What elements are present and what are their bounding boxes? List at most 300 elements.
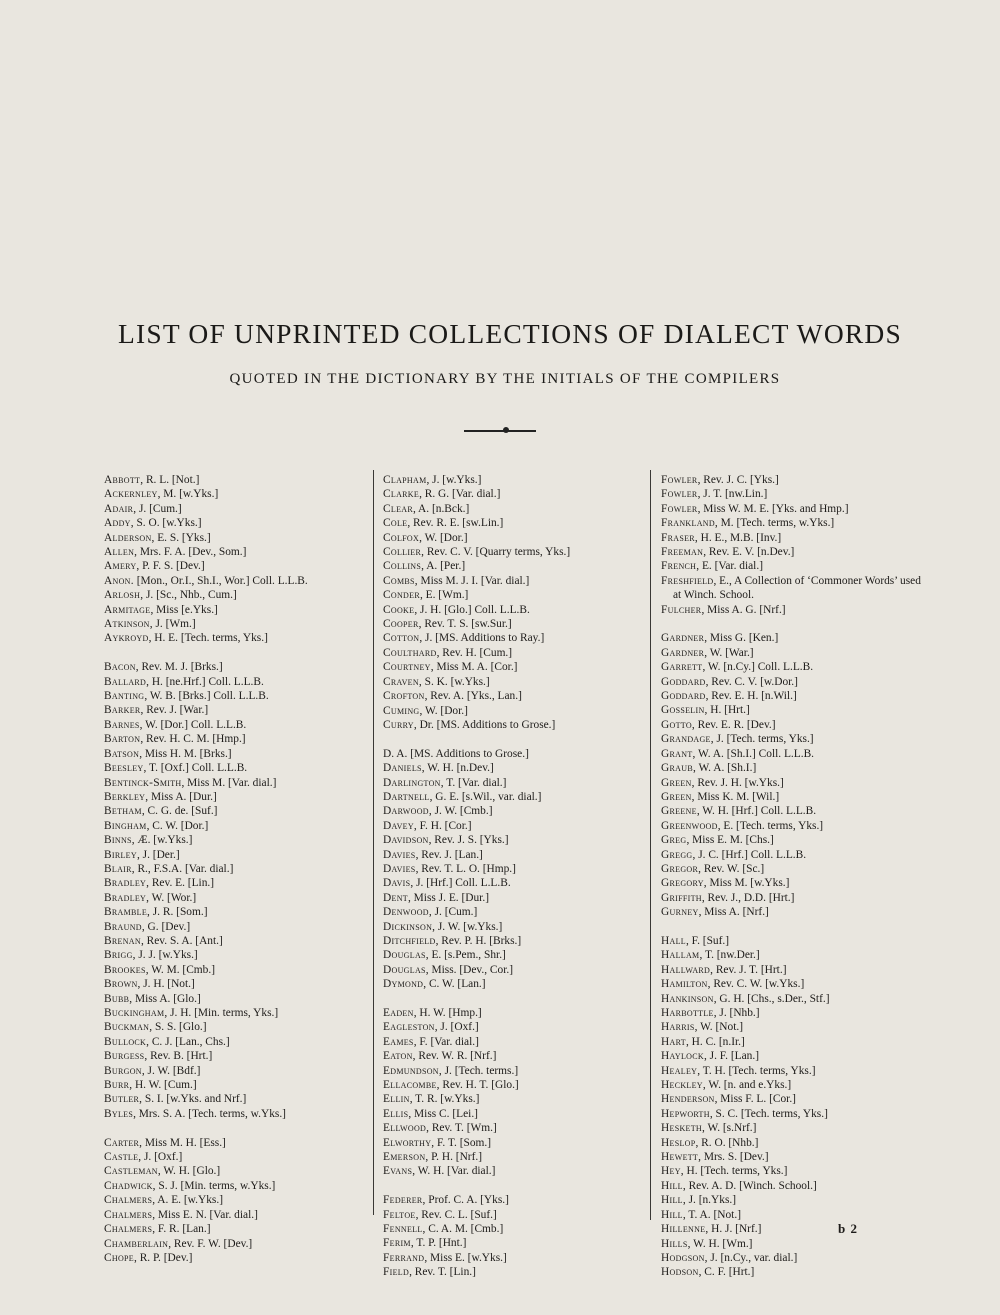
entry-detail: , C. W. [Dor.] xyxy=(146,819,209,832)
entry-detail: , H. E. [Tech. terms, Yks.] xyxy=(148,632,268,645)
entry-detail: , M. [w.Yks.] xyxy=(157,488,219,501)
list-entry xyxy=(661,977,923,991)
entry-detail: , J. [n.Yks.] xyxy=(682,1194,737,1207)
entry-name: Carter xyxy=(104,1136,140,1149)
list-entry xyxy=(661,1049,923,1063)
entry-name: Evans xyxy=(383,1165,413,1178)
entry-name: Dent xyxy=(383,891,408,904)
list-entry xyxy=(383,631,645,645)
entry-name: Birley xyxy=(104,848,137,861)
entry-detail: , Miss W. M. E. [Yks. and Hmp.] xyxy=(697,502,849,515)
list-entry xyxy=(383,1150,645,1164)
list-entry xyxy=(661,1208,923,1222)
entry-name: Buckman xyxy=(104,1021,150,1034)
entry-detail: , H. W. [Cum.] xyxy=(129,1079,197,1092)
entry-detail: , S. O. [w.Yks.] xyxy=(130,517,202,530)
entry-name: Douglas xyxy=(383,963,426,976)
entry-detail: , W. H. [Var. dial.] xyxy=(412,1165,496,1178)
entry-detail: , W. A. [Sh.I.] Coll. L.L.B. xyxy=(692,747,815,760)
entry-name: Harbottle xyxy=(661,1007,714,1019)
list-entry xyxy=(383,545,645,559)
entry-name: Cooper xyxy=(383,618,419,631)
entry-name: Bentinck-Smith xyxy=(104,776,182,789)
column-divider-left xyxy=(373,470,374,1215)
list-entry xyxy=(383,891,645,905)
entry-name: Allen xyxy=(104,546,135,559)
entry-detail: , Miss E. N. [Var. dial.] xyxy=(152,1208,258,1221)
list-entry xyxy=(661,1150,923,1164)
entry-name: Hesketh xyxy=(661,1122,702,1135)
entry-name: Craven xyxy=(383,675,419,688)
entry-name: Frankland xyxy=(661,517,715,530)
list-entry xyxy=(383,804,645,818)
entry-name: Barton xyxy=(104,733,141,746)
entry-detail: , C. G. de. [Suf.] xyxy=(141,805,218,818)
entry-detail: , Rev. R. E. [sw.Lin.] xyxy=(407,517,504,530)
entry-detail: , Miss E. M. [Chs.] xyxy=(686,834,774,847)
list-entry xyxy=(104,790,366,804)
list-entry xyxy=(661,790,923,804)
entry-name: Curry xyxy=(383,718,414,731)
entry-detail: , A. E. [w.Yks.] xyxy=(152,1194,223,1207)
entry-name: Chope xyxy=(104,1251,134,1264)
entry-detail: , J. [n.Cy., var. dial.] xyxy=(704,1251,798,1264)
entry-detail: , G. H. [Chs., s.Der., Stf.] xyxy=(713,992,830,1005)
list-entry xyxy=(661,545,923,559)
section-gap xyxy=(383,992,645,1006)
list-entry xyxy=(661,703,923,717)
entry-name: Clear xyxy=(383,502,413,515)
entry-detail: , Rev. J. [Lan.] xyxy=(415,848,483,861)
entry-detail: , Rev. W. R. [Nrf.] xyxy=(412,1050,497,1063)
entry-name: Fowler xyxy=(661,474,698,486)
entry-detail: , J. W. [w.Yks.] xyxy=(432,920,503,933)
entry-name: Hill xyxy=(661,1179,683,1192)
entry-name: Gregory xyxy=(661,877,704,890)
entry-detail: , J. H. [Glo.] Coll. L.L.B. xyxy=(414,603,530,616)
entry-detail: , T. [Oxf.] Coll. L.L.B. xyxy=(143,762,248,775)
entry-name: Gosselin xyxy=(661,704,705,717)
list-entry xyxy=(661,862,923,876)
entry-detail: , S. C. [Tech. terms, Yks.] xyxy=(709,1107,828,1120)
entry-detail: , T. [nw.Der.] xyxy=(699,949,760,962)
entry-name: Binns xyxy=(104,834,132,847)
entry-detail: , Miss M. [w.Yks.] xyxy=(703,877,790,890)
list-entry xyxy=(383,1222,645,1236)
entry-name: Douglas xyxy=(383,949,426,962)
list-entry xyxy=(104,747,366,761)
entry-name: Darwood xyxy=(383,805,429,818)
entry-name: Green xyxy=(661,790,692,803)
page-subtitle: QUOTED IN THE DICTIONARY BY THE INITIALS OF THE COMPILERS xyxy=(229,371,781,387)
entry-name: Arlosh xyxy=(104,589,141,602)
list-entry xyxy=(383,747,645,761)
entry-detail: , C. A. M. [Cmb.] xyxy=(422,1223,504,1236)
entry-detail: , H. [ne.Hrf.] Coll. L.L.B. xyxy=(146,675,264,688)
entry-detail: , Miss M. H. [Ess.] xyxy=(139,1136,226,1149)
entry-name: Ellwood xyxy=(383,1122,427,1135)
entry-name: Chalmers xyxy=(104,1194,153,1207)
list-entry xyxy=(104,588,366,602)
entry-name: Bacon xyxy=(104,661,136,674)
entry-name: Henderson xyxy=(661,1093,715,1106)
entry-detail: , Rev. J. C. [Yks.] xyxy=(697,474,779,486)
entry-name: Batson xyxy=(104,747,140,760)
list-entry xyxy=(661,574,923,603)
entry-detail: , Rev. E. V. [n.Dev.] xyxy=(703,546,795,559)
list-entry xyxy=(104,502,366,516)
entry-name: Gardner xyxy=(661,632,705,645)
entry-name: Greene xyxy=(661,805,697,818)
entry-name: Grant xyxy=(661,747,693,760)
entry-name: Brenan xyxy=(104,934,141,947)
entry-name: Ellin xyxy=(383,1093,410,1106)
entry-detail: , H. J. [Nrf.] xyxy=(705,1223,762,1236)
section-gap xyxy=(104,1121,366,1135)
entry-detail: , F. R. [Lan.] xyxy=(152,1223,211,1236)
list-entry xyxy=(383,848,645,862)
entry-name: Dymond xyxy=(383,978,424,991)
list-entry xyxy=(661,776,923,790)
list-entry xyxy=(661,1107,923,1121)
entry-detail: , Rev. J. H. [w.Yks.] xyxy=(691,776,784,789)
entry-name: Edmundson xyxy=(383,1064,439,1077)
entry-name: Braund xyxy=(104,920,142,933)
entry-detail: , Miss A. [Dur.] xyxy=(145,790,217,803)
entry-detail: , J. H. [Not.] xyxy=(137,978,195,991)
entry-name: Adair xyxy=(104,502,134,515)
list-entry xyxy=(661,905,923,919)
list-entry xyxy=(383,1049,645,1063)
entry-name: Eagleston xyxy=(383,1021,435,1034)
entry-detail: , Rev. E. [Lin.] xyxy=(146,877,215,890)
entry-detail: , W. H. [Glo.] xyxy=(157,1165,221,1178)
entry-detail: , W. M. [Cmb.] xyxy=(145,963,216,976)
entry-detail: , F. [Var. dial.] xyxy=(413,1035,479,1048)
entry-name: Hallam xyxy=(661,949,700,962)
list-entry xyxy=(661,761,923,775)
entry-detail: , R. G. [Var. dial.] xyxy=(419,488,501,501)
entry-name: Alderson xyxy=(104,531,152,544)
entry-detail: , Rev. B. [Hrt.] xyxy=(144,1050,213,1063)
entry-name: Hills xyxy=(661,1237,688,1250)
list-entry xyxy=(661,934,923,948)
list-entry xyxy=(104,761,366,775)
entry-detail: , T. R. [w.Yks.] xyxy=(409,1093,480,1106)
entry-detail: , H. W. [Hmp.] xyxy=(413,1007,482,1019)
entry-name: Burgess xyxy=(104,1050,145,1063)
entry-detail: , Miss C. [Lei.] xyxy=(408,1107,478,1120)
entry-detail: , Mrs. S. A. [Tech. terms, w.Yks.] xyxy=(133,1107,286,1120)
entry-detail: , Dr. [MS. Additions to Grose.] xyxy=(413,718,556,731)
section-gap xyxy=(104,646,366,660)
list-entry xyxy=(104,1251,366,1265)
entry-name: Davies xyxy=(383,848,416,861)
entry-name: Hepworth xyxy=(661,1107,710,1120)
entry-name: Davies xyxy=(383,862,416,875)
entry-detail: , J. [Oxf.] xyxy=(434,1021,479,1034)
entry-name: Buckingham xyxy=(104,1007,165,1020)
list-entry xyxy=(383,531,645,545)
entry-detail: , P. F. S. [Dev.] xyxy=(136,560,205,573)
entry-name: Hall xyxy=(661,934,686,947)
entry-name: Davey xyxy=(383,819,414,832)
entry-name: Courtney xyxy=(383,661,431,674)
entry-detail: , Rev. T. L. O. [Hmp.] xyxy=(415,862,516,875)
entry-detail: , W. [Not.] xyxy=(694,1021,744,1034)
entry-detail: , Mrs. F. A. [Dev., Som.] xyxy=(134,546,247,559)
entry-name: Fennell xyxy=(383,1223,423,1236)
list-entry xyxy=(104,1136,366,1150)
list-entry xyxy=(383,559,645,573)
entry-detail: , Rev. A. [Yks., Lan.] xyxy=(424,690,522,703)
entry-detail: , J. [Cum.] xyxy=(133,502,182,515)
entry-detail: , G. E. [s.Wil., var. dial.] xyxy=(429,790,542,803)
entry-detail: , F. H. [Cor.] xyxy=(413,819,472,832)
entry-detail: , J. R. [Som.] xyxy=(147,906,208,919)
entry-name: Ackernley xyxy=(104,488,158,501)
list-entry xyxy=(661,891,923,905)
section-gap xyxy=(661,617,923,631)
entry-name: Eames xyxy=(383,1035,414,1048)
list-entry xyxy=(104,1020,366,1034)
entry-detail: , E. [s.Pem., Shr.] xyxy=(425,949,506,962)
list-entry xyxy=(104,963,366,977)
entry-detail: , Rev. C. V. [Quarry terms, Yks.] xyxy=(421,546,571,559)
list-entry xyxy=(104,1006,366,1020)
list-entry xyxy=(661,1121,923,1135)
entry-name: Gurney xyxy=(661,906,699,919)
entry-detail: , C. W. [Lan.] xyxy=(423,978,486,991)
list-entry xyxy=(661,1035,923,1049)
list-entry xyxy=(104,1107,366,1121)
entry-detail: , Rev. T. [Lin.] xyxy=(409,1266,476,1279)
column-divider-right xyxy=(650,470,651,1220)
entry-name: Freeman xyxy=(661,546,704,559)
list-entry xyxy=(104,992,366,1006)
list-entry xyxy=(661,1251,923,1265)
entry-name: Ferim xyxy=(383,1237,411,1250)
section-gap xyxy=(661,920,923,934)
entry-name: Betham xyxy=(104,805,142,818)
list-entry xyxy=(383,776,645,790)
entry-name: Fulcher xyxy=(661,603,702,616)
list-entry xyxy=(104,1049,366,1063)
list-entry xyxy=(661,1237,923,1251)
entry-detail: , Rev. P. H. [Brks.] xyxy=(435,934,522,947)
entry-name: Federer xyxy=(383,1194,423,1207)
list-entry xyxy=(104,1078,366,1092)
list-entry xyxy=(104,473,366,487)
entry-detail: , R., F.S.A. [Var. dial.] xyxy=(131,862,234,875)
ornamental-rule xyxy=(464,430,536,432)
entry-detail: , J. [Hrf.] Coll. L.L.B. xyxy=(410,877,511,890)
list-entry xyxy=(661,502,923,516)
list-entry xyxy=(661,660,923,674)
entry-name: Hodgson xyxy=(661,1251,705,1264)
list-entry xyxy=(104,603,366,617)
entry-detail: , W. [Dor.] xyxy=(419,531,468,544)
list-entry xyxy=(104,703,366,717)
list-entry xyxy=(104,1035,366,1049)
list-entry xyxy=(383,819,645,833)
entry-name: Fraser xyxy=(661,531,695,544)
list-entry xyxy=(661,747,923,761)
list-entry xyxy=(661,1006,923,1020)
list-entry xyxy=(661,603,923,617)
entry-detail: , S. S. [Glo.] xyxy=(149,1021,207,1034)
entry-name: Greenwood xyxy=(661,819,718,832)
list-entry xyxy=(383,1193,645,1207)
entry-detail: , J. [Tech. terms, Yks.] xyxy=(710,733,814,746)
list-entry xyxy=(383,1208,645,1222)
entry-name: Clapham xyxy=(383,474,427,486)
list-entry xyxy=(104,905,366,919)
list-entry xyxy=(104,833,366,847)
entry-detail: , H. E., M.B. [Inv.] xyxy=(694,531,782,544)
entry-name: Hewett xyxy=(661,1151,699,1164)
entry-name: Freshfield xyxy=(661,574,714,587)
entry-name: Brown xyxy=(104,978,138,991)
entry-detail: , J. [Sc., Nhb., Cum.] xyxy=(140,589,237,602)
entry-name: Green xyxy=(661,776,692,789)
entry-name: Ballard xyxy=(104,675,147,688)
section-gap xyxy=(383,1179,645,1193)
list-entry xyxy=(383,1064,645,1078)
entry-name: Bubb xyxy=(104,992,130,1005)
list-entry xyxy=(661,804,923,818)
entry-name: Gregor xyxy=(661,862,699,875)
list-entry xyxy=(661,1064,923,1078)
entry-detail: , Æ. [w.Yks.] xyxy=(131,834,193,847)
list-entry xyxy=(383,660,645,674)
list-entry xyxy=(383,588,645,602)
entry-detail: , A. [Per.] xyxy=(421,560,466,573)
entry-detail: , C. J. [Lan., Chs.] xyxy=(146,1035,230,1048)
entry-name: Burr xyxy=(104,1079,130,1092)
list-entry xyxy=(104,876,366,890)
entry-name: Griffith xyxy=(661,891,702,904)
entry-name: Berkley xyxy=(104,790,146,803)
list-entry xyxy=(104,631,366,645)
entry-detail: , W. A. [Sh.I.] xyxy=(692,762,757,775)
entry-detail: , E. [Wm.] xyxy=(419,589,469,602)
entry-name: Armitage xyxy=(104,603,151,616)
entry-detail: , Miss E. [w.Yks.] xyxy=(424,1251,507,1264)
list-entry xyxy=(661,1020,923,1034)
list-entry xyxy=(383,473,645,487)
entry-name: Collier xyxy=(383,546,422,559)
entry-name: Brookes xyxy=(104,963,146,976)
entry-detail: , J. T. [nw.Lin.] xyxy=(697,488,768,501)
entry-name: Clarke xyxy=(383,488,420,501)
entry-name: Brigg xyxy=(104,949,133,962)
entry-name: Darlington xyxy=(383,776,441,789)
entry-name: Garrett xyxy=(661,661,703,674)
entry-detail: , E. S. [Yks.] xyxy=(151,531,211,544)
ornamental-rule-dot xyxy=(503,427,509,433)
entry-name: Hamilton xyxy=(661,978,708,991)
entry-detail: , W. [War.] xyxy=(704,646,754,659)
list-entry xyxy=(661,1265,923,1279)
entry-name: Feltoe xyxy=(383,1208,416,1221)
list-entry xyxy=(104,689,366,703)
entry-detail: , P. H. [Nrf.] xyxy=(425,1151,483,1164)
entry-name: Hill xyxy=(661,1194,683,1207)
entry-detail: , Rev. H. T. [Glo.] xyxy=(436,1079,519,1092)
list-entry xyxy=(104,1150,366,1164)
entry-detail: , H. [Tech. terms, Yks.] xyxy=(680,1165,788,1178)
entry-name: Bradley xyxy=(104,877,147,890)
list-entry xyxy=(383,977,645,991)
entry-name: Blair xyxy=(104,862,132,875)
list-entry xyxy=(661,487,923,501)
entry-detail: , E. [Var. dial.] xyxy=(696,560,763,573)
list-entry xyxy=(661,675,923,689)
entry-name: Conder xyxy=(383,589,420,602)
entry-name: Goddard xyxy=(661,675,706,688)
list-entry xyxy=(104,574,366,588)
entry-name: Atkinson xyxy=(104,618,150,631)
list-entry xyxy=(383,963,645,977)
list-entry xyxy=(661,963,923,977)
list-entry xyxy=(104,617,366,631)
list-entry xyxy=(661,1136,923,1150)
entry-name: Hey xyxy=(661,1165,681,1178)
list-entry xyxy=(104,531,366,545)
entry-detail: , Rev. M. J. [Brks.] xyxy=(135,661,223,674)
list-entry xyxy=(383,1107,645,1121)
entry-detail: , Miss A. [Glo.] xyxy=(129,992,201,1005)
list-entry xyxy=(383,516,645,530)
list-entry xyxy=(661,948,923,962)
entry-detail: , M. [Tech. terms, w.Yks.] xyxy=(714,517,835,530)
list-entry xyxy=(383,1164,645,1178)
entry-name: Bramble xyxy=(104,906,148,919)
entry-detail: , T. P. [Hnt.] xyxy=(410,1237,467,1250)
entries-column-1 xyxy=(104,473,366,1265)
list-entry xyxy=(104,819,366,833)
entry-name: Collins xyxy=(383,560,422,573)
list-entry xyxy=(383,646,645,660)
entry-detail: , Rev. T. S. [sw.Sur.] xyxy=(418,618,512,631)
list-entry xyxy=(661,1179,923,1193)
entry-detail: , Rev. F. W. [Dev.] xyxy=(168,1237,253,1250)
list-entry xyxy=(661,646,923,660)
list-entry xyxy=(661,1078,923,1092)
list-entry xyxy=(104,948,366,962)
entry-name: Cotton xyxy=(383,632,420,645)
entry-detail: , T. [Var. dial.] xyxy=(440,776,507,789)
list-entry xyxy=(383,905,645,919)
list-entry xyxy=(661,1164,923,1178)
entry-name: Gardner xyxy=(661,646,705,659)
entry-name: Dartnell xyxy=(383,790,430,803)
entry-detail: , W. B. [Brks.] Coll. L.L.B. xyxy=(144,690,269,703)
entry-name: Hillenne xyxy=(661,1223,706,1236)
entry-detail: , W. H. [Wm.] xyxy=(687,1237,753,1250)
list-entry xyxy=(383,876,645,890)
entry-name: Coulthard xyxy=(383,646,437,659)
list-entry xyxy=(104,920,366,934)
list-entry xyxy=(661,631,923,645)
entry-detail: , Rev. C. V. [w.Dor.] xyxy=(705,675,798,688)
entry-detail: , R. P. [Dev.] xyxy=(134,1251,193,1264)
list-entry xyxy=(661,718,923,732)
entry-detail: , W. H. [n.Dev.] xyxy=(421,762,494,775)
list-entry xyxy=(383,1251,645,1265)
entry-name: Elworthy xyxy=(383,1136,432,1149)
